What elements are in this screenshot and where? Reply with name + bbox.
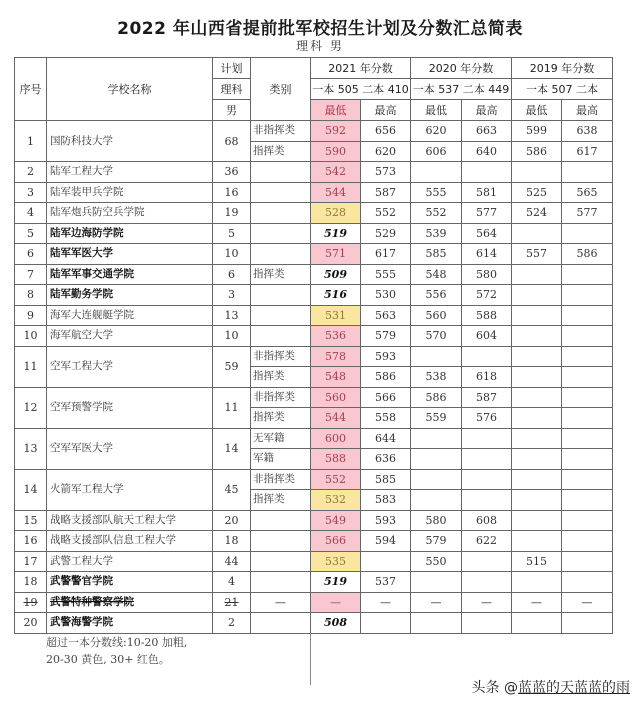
score-2021-high: 593: [361, 346, 411, 367]
table-row: [15, 244, 613, 265]
score-2020-low: 556: [411, 285, 462, 306]
score-2021-low: 560: [311, 387, 361, 408]
plan-count: 11: [213, 387, 251, 428]
score-2021-high: 579: [361, 326, 411, 347]
category: 非指挥类: [251, 469, 311, 490]
table-row: [15, 285, 613, 306]
score-2020-high: 564: [462, 223, 512, 244]
category: [251, 572, 311, 593]
table-row: [15, 223, 613, 244]
score-2019-high: [562, 572, 613, 593]
plan-count: 21: [213, 592, 251, 613]
plan-count: 4: [213, 572, 251, 593]
score-2021-low: 508: [311, 613, 361, 634]
score-2020-low: 580: [411, 510, 462, 531]
category: 指挥类: [251, 408, 311, 429]
plan-count: 20: [213, 510, 251, 531]
score-2021-high: 593: [361, 510, 411, 531]
score-2019-low: 599: [512, 121, 562, 142]
score-2021-high: [361, 551, 411, 572]
score-2021-low: 549: [311, 510, 361, 531]
score-2019-low: [512, 305, 562, 326]
school-name: 国防科技大学: [47, 121, 213, 162]
score-2021-low: 532: [311, 490, 361, 511]
category: [251, 551, 311, 572]
page-subtitle: 理科 男: [296, 39, 344, 53]
category: [251, 162, 311, 183]
category: —: [251, 592, 311, 613]
score-2020-low: 555: [411, 182, 462, 203]
school-name: 陆军炮兵防空兵学院: [47, 203, 213, 224]
score-2019-low: [512, 387, 562, 408]
score-2020-high: —: [462, 592, 512, 613]
header-plan-3: 男: [213, 100, 251, 121]
row-seq: 9: [15, 305, 47, 326]
score-2021-low: 509: [311, 264, 361, 285]
category: [251, 223, 311, 244]
score-2019-high: —: [562, 592, 613, 613]
plan-count: 14: [213, 428, 251, 469]
category: 指挥类: [251, 141, 311, 162]
row-seq: 5: [15, 223, 47, 244]
score-2020-high: [462, 346, 512, 367]
score-2019-high: [562, 264, 613, 285]
category: 指挥类: [251, 490, 311, 511]
legend-note: [46, 634, 187, 668]
row-seq: 6: [15, 244, 47, 265]
score-2020-high: 614: [462, 244, 512, 265]
school-name: 陆军军事交通学院: [47, 264, 213, 285]
table-row: [15, 510, 613, 531]
table-row: [15, 428, 613, 449]
plan-count: 10: [213, 244, 251, 265]
score-2021-high: 587: [361, 182, 411, 203]
row-seq: 12: [15, 387, 47, 428]
score-2019-high: [562, 346, 613, 367]
score-2020-low: 538: [411, 367, 462, 388]
score-2020-high: 622: [462, 531, 512, 552]
score-table: [14, 57, 613, 634]
school-name: 空军军医大学: [47, 428, 213, 469]
header-school: 学校名称: [47, 58, 213, 121]
category: [251, 305, 311, 326]
score-2020-low: 550: [411, 551, 462, 572]
score-2020-low: 570: [411, 326, 462, 347]
table-row: [15, 305, 613, 326]
score-2019-low: [512, 572, 562, 593]
score-2021-high: 552: [361, 203, 411, 224]
score-2021-high: 537: [361, 572, 411, 593]
row-seq: 2: [15, 162, 47, 183]
table-row: [15, 162, 613, 183]
score-2019-high: [562, 367, 613, 388]
score-2019-low: [512, 428, 562, 449]
score-2021-high: 585: [361, 469, 411, 490]
score-2020-low: [411, 613, 462, 634]
score-2019-low: [512, 613, 562, 634]
score-2020-high: 580: [462, 264, 512, 285]
row-seq: 16: [15, 531, 47, 552]
score-2019-high: [562, 469, 613, 490]
row-seq: 8: [15, 285, 47, 306]
score-2021-low: —: [311, 592, 361, 613]
plan-count: 36: [213, 162, 251, 183]
category: [251, 326, 311, 347]
divider: [310, 633, 311, 685]
school-name: 陆军装甲兵学院: [47, 182, 213, 203]
score-2021-high: 583: [361, 490, 411, 511]
school-name: 战略支援部队航天工程大学: [47, 510, 213, 531]
score-2019-high: 638: [562, 121, 613, 142]
score-2021-low: 571: [311, 244, 361, 265]
score-2021-low: 552: [311, 469, 361, 490]
score-2019-high: [562, 285, 613, 306]
plan-count: 16: [213, 182, 251, 203]
score-2021-low: 535: [311, 551, 361, 572]
score-2020-low: [411, 469, 462, 490]
score-2020-low: 606: [411, 141, 462, 162]
score-2019-high: [562, 162, 613, 183]
plan-count: 19: [213, 203, 251, 224]
category: 非指挥类: [251, 346, 311, 367]
score-2019-high: [562, 510, 613, 531]
score-2021-low: 548: [311, 367, 361, 388]
score-2020-low: 552: [411, 203, 462, 224]
header-2021-line: 一本 505 二本 410: [311, 79, 411, 100]
score-2021-low: 519: [311, 572, 361, 593]
score-2021-high: 573: [361, 162, 411, 183]
score-2021-low: 544: [311, 182, 361, 203]
score-2021-high: 656: [361, 121, 411, 142]
score-2019-high: [562, 408, 613, 429]
header-2019: 2019 年分数: [512, 58, 613, 79]
row-seq: 4: [15, 203, 47, 224]
score-2021-high: 555: [361, 264, 411, 285]
category: [251, 510, 311, 531]
score-2021-low: 590: [311, 141, 361, 162]
score-2019-high: [562, 387, 613, 408]
score-2019-low: [512, 264, 562, 285]
score-2021-low: 531: [311, 305, 361, 326]
plan-count: 68: [213, 121, 251, 162]
row-seq: 18: [15, 572, 47, 593]
school-name: 武警海警学院: [47, 613, 213, 634]
table-row: [15, 572, 613, 593]
header-2020-line: 一本 537 二本 449: [411, 79, 512, 100]
score-2019-low: [512, 449, 562, 470]
school-name: 海军大连舰艇学院: [47, 305, 213, 326]
score-2020-low: 620: [411, 121, 462, 142]
score-2021-high: 620: [361, 141, 411, 162]
school-name: 武警工程大学: [47, 551, 213, 572]
score-2020-high: 577: [462, 203, 512, 224]
score-2019-high: [562, 551, 613, 572]
header-2019-line: 一本 507 二本: [512, 79, 613, 100]
table-row: [15, 203, 613, 224]
watermark-prefix: 头条 @: [471, 680, 518, 696]
plan-count: 44: [213, 551, 251, 572]
header-2020: 2020 年分数: [411, 58, 512, 79]
school-name: 陆军勤务学院: [47, 285, 213, 306]
watermark: [472, 677, 630, 697]
score-2020-high: [462, 490, 512, 511]
score-2019-high: [562, 326, 613, 347]
table-row: [15, 469, 613, 490]
score-2019-low: [512, 326, 562, 347]
table-row: [15, 531, 613, 552]
score-2021-high: 594: [361, 531, 411, 552]
category: [251, 531, 311, 552]
score-2021-low: 542: [311, 162, 361, 183]
score-2020-high: 663: [462, 121, 512, 142]
score-2021-high: 530: [361, 285, 411, 306]
score-2020-high: [462, 162, 512, 183]
row-seq: 19: [15, 592, 47, 613]
row-seq: 3: [15, 182, 47, 203]
score-2021-low: 588: [311, 449, 361, 470]
school-name: 海军航空大学: [47, 326, 213, 347]
plan-count: 59: [213, 346, 251, 387]
school-name: 战略支援部队信息工程大学: [47, 531, 213, 552]
row-seq: 13: [15, 428, 47, 469]
score-2021-low: 536: [311, 326, 361, 347]
score-2021-high: [361, 613, 411, 634]
category: [251, 244, 311, 265]
table-row: [15, 346, 613, 367]
score-2020-high: 608: [462, 510, 512, 531]
header-seq: 序号: [15, 58, 47, 121]
score-2020-low: [411, 162, 462, 183]
score-2019-high: [562, 428, 613, 449]
score-2020-high: [462, 613, 512, 634]
row-seq: 20: [15, 613, 47, 634]
score-2020-high: [462, 428, 512, 449]
plan-count: 13: [213, 305, 251, 326]
plan-count: 2: [213, 613, 251, 634]
table-row: [15, 387, 613, 408]
category: [251, 182, 311, 203]
score-2019-low: [512, 510, 562, 531]
score-2019-high: 577: [562, 203, 613, 224]
score-2020-high: 604: [462, 326, 512, 347]
plan-count: 5: [213, 223, 251, 244]
row-seq: 7: [15, 264, 47, 285]
school-name: 武警特种警察学院: [47, 592, 213, 613]
category: [251, 613, 311, 634]
score-2019-low: [512, 408, 562, 429]
score-2020-high: 640: [462, 141, 512, 162]
score-2019-low: [512, 531, 562, 552]
score-2020-high: [462, 449, 512, 470]
table-row: [15, 592, 613, 613]
score-2020-high: 572: [462, 285, 512, 306]
school-name: 空军工程大学: [47, 346, 213, 387]
score-2020-low: [411, 572, 462, 593]
score-2021-high: 558: [361, 408, 411, 429]
score-2020-high: 587: [462, 387, 512, 408]
score-2020-low: [411, 449, 462, 470]
header-type: 类别: [251, 58, 311, 121]
score-2021-low: 578: [311, 346, 361, 367]
plan-count: 18: [213, 531, 251, 552]
score-2019-low: [512, 346, 562, 367]
score-2021-low: 544: [311, 408, 361, 429]
score-2020-low: 585: [411, 244, 462, 265]
score-2019-low: 525: [512, 182, 562, 203]
score-2020-low: [411, 490, 462, 511]
school-name: 陆军工程大学: [47, 162, 213, 183]
score-2019-low: [512, 285, 562, 306]
category: 非指挥类: [251, 121, 311, 142]
score-2019-high: [562, 449, 613, 470]
score-2019-high: 586: [562, 244, 613, 265]
score-2020-low: [411, 428, 462, 449]
score-2019-low: [512, 223, 562, 244]
header-2021-high: 最高: [361, 100, 411, 121]
score-2021-high: 563: [361, 305, 411, 326]
score-2019-high: [562, 305, 613, 326]
score-2019-low: [512, 490, 562, 511]
header-2020-high: 最高: [462, 100, 512, 121]
score-2020-low: [411, 346, 462, 367]
score-2019-high: [562, 531, 613, 552]
score-2019-low: [512, 367, 562, 388]
score-2020-high: [462, 469, 512, 490]
score-2020-low: 560: [411, 305, 462, 326]
score-2019-low: 515: [512, 551, 562, 572]
table-row: [15, 182, 613, 203]
score-2019-high: 617: [562, 141, 613, 162]
score-2021-low: 528: [311, 203, 361, 224]
category: 非指挥类: [251, 387, 311, 408]
score-2020-low: 539: [411, 223, 462, 244]
score-2020-high: [462, 551, 512, 572]
legend-note-line-2: 20-30 黄色, 30+ 红色。: [46, 653, 170, 666]
row-seq: 11: [15, 346, 47, 387]
score-2020-high: 618: [462, 367, 512, 388]
score-2021-high: 566: [361, 387, 411, 408]
school-name: 武警警官学院: [47, 572, 213, 593]
table-row: [15, 326, 613, 347]
score-2021-high: 617: [361, 244, 411, 265]
header-plan-2: 理科: [213, 79, 251, 100]
category: 指挥类: [251, 264, 311, 285]
plan-count: 45: [213, 469, 251, 510]
score-2019-low: [512, 469, 562, 490]
legend-note-line-1: 超过一本分数线:10-20 加粗,: [46, 636, 188, 649]
score-2021-high: 636: [361, 449, 411, 470]
score-2019-low: 586: [512, 141, 562, 162]
score-2020-high: [462, 572, 512, 593]
header-2021: 2021 年分数: [311, 58, 411, 79]
row-seq: 10: [15, 326, 47, 347]
score-2019-high: [562, 613, 613, 634]
table-row: [15, 264, 613, 285]
score-2021-high: 586: [361, 367, 411, 388]
score-2019-low: 557: [512, 244, 562, 265]
score-2019-low: [512, 162, 562, 183]
row-seq: 15: [15, 510, 47, 531]
table-row: [15, 551, 613, 572]
school-name: 空军预警学院: [47, 387, 213, 428]
category: [251, 203, 311, 224]
plan-count: 6: [213, 264, 251, 285]
score-2020-low: 579: [411, 531, 462, 552]
header-2019-high: 最高: [562, 100, 613, 121]
table-row: [15, 613, 613, 634]
score-2020-low: 548: [411, 264, 462, 285]
school-name: 火箭军工程大学: [47, 469, 213, 510]
plan-count: 3: [213, 285, 251, 306]
category: 军籍: [251, 449, 311, 470]
header-2020-low: 最低: [411, 100, 462, 121]
watermark-handle[interactable]: 蓝蓝的天蓝蓝的雨: [518, 680, 630, 696]
row-seq: 1: [15, 121, 47, 162]
score-2020-low: —: [411, 592, 462, 613]
header-2019-low: 最低: [512, 100, 562, 121]
category: 指挥类: [251, 367, 311, 388]
score-2020-high: 588: [462, 305, 512, 326]
score-2020-low: 559: [411, 408, 462, 429]
score-2021-high: 529: [361, 223, 411, 244]
score-2021-high: 644: [361, 428, 411, 449]
score-2019-low: 524: [512, 203, 562, 224]
score-2021-low: 600: [311, 428, 361, 449]
score-2021-low: 516: [311, 285, 361, 306]
score-2019-high: [562, 490, 613, 511]
score-2021-high: —: [361, 592, 411, 613]
header-2021-low: 最低: [311, 100, 361, 121]
plan-count: 10: [213, 326, 251, 347]
category: [251, 285, 311, 306]
row-seq: 14: [15, 469, 47, 510]
header-plan-1: 计划: [213, 58, 251, 79]
score-2021-low: 592: [311, 121, 361, 142]
score-2019-high: 565: [562, 182, 613, 203]
score-2019-low: —: [512, 592, 562, 613]
school-name: 陆军军医大学: [47, 244, 213, 265]
score-2021-low: 519: [311, 223, 361, 244]
page-title: 2022 年山西省提前批军校招生计划及分数汇总简表: [117, 19, 523, 39]
score-2020-low: 586: [411, 387, 462, 408]
score-2019-high: [562, 223, 613, 244]
category: 无军籍: [251, 428, 311, 449]
score-2020-high: 576: [462, 408, 512, 429]
score-2021-low: 566: [311, 531, 361, 552]
score-2020-high: 581: [462, 182, 512, 203]
table-row: [15, 121, 613, 142]
row-seq: 17: [15, 551, 47, 572]
school-name: 陆军边海防学院: [47, 223, 213, 244]
